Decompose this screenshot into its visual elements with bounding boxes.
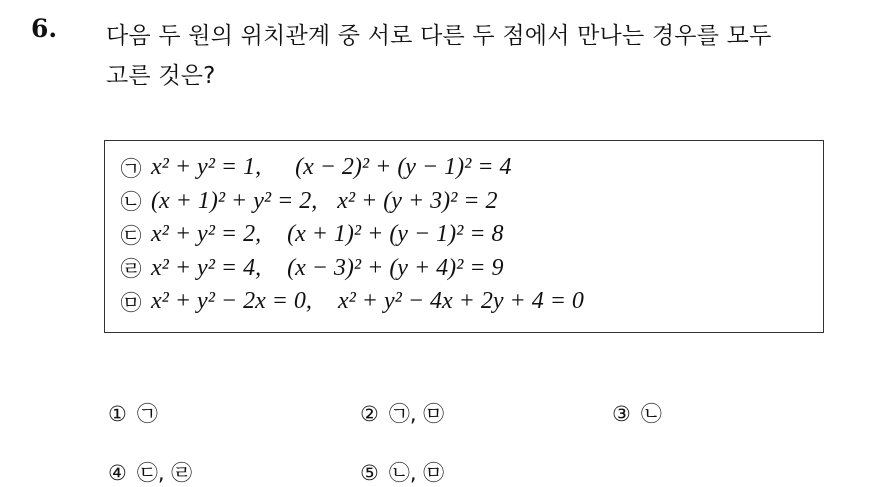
equations-box	[104, 140, 824, 333]
choice-3[interactable]	[612, 398, 662, 428]
question-number: 6.	[31, 14, 58, 43]
question-line-1: 다음 두 원의 위치관계 중 서로 다른 두 점에서 만나는 경우를 모두	[106, 23, 772, 49]
answer-choices	[108, 398, 848, 484]
choice-text: ㉢, ㉣	[136, 461, 193, 485]
choice-number: ②	[360, 402, 379, 426]
choice-number: ④	[108, 461, 127, 485]
equation-first: x² + y² = 1,	[151, 154, 262, 181]
equation-first: (x + 1)² + y² = 2,	[151, 187, 318, 214]
equation-item-4	[119, 252, 584, 286]
equation-second: x² + (y + 3)² = 2	[337, 187, 498, 214]
equation-item-5	[119, 285, 584, 319]
item-marker: ㉢	[120, 223, 142, 248]
choice-text: ㉡, ㉤	[388, 461, 445, 485]
choice-text: ㉠	[136, 402, 158, 426]
question-line-2: 고른 것은?	[106, 63, 216, 89]
choice-2[interactable]	[360, 398, 444, 428]
choice-text: ㉠, ㉤	[388, 402, 445, 426]
equation-list	[119, 151, 584, 319]
item-marker: ㉤	[120, 290, 142, 315]
equation-first: x² + y² − 2x = 0,	[151, 288, 312, 315]
question-text	[106, 16, 876, 96]
equation-second: (x + 1)² + (y − 1)² = 8	[287, 221, 504, 248]
choice-number: ①	[108, 402, 127, 426]
equation-first: x² + y² = 2,	[151, 221, 262, 248]
choice-text: ㉡	[640, 402, 662, 426]
item-marker: ㉡	[120, 190, 142, 215]
equation-second: x² + y² − 4x + 2y + 4 = 0	[337, 288, 584, 315]
item-marker: ㉠	[120, 156, 142, 181]
choice-4[interactable]	[108, 457, 192, 487]
choice-number: ⑤	[360, 461, 379, 485]
choice-1[interactable]	[108, 398, 158, 428]
item-marker: ㉣	[120, 257, 142, 282]
equation-second: (x − 2)² + (y − 1)² = 4	[295, 154, 512, 181]
choice-5[interactable]	[360, 457, 444, 487]
equation-item-2	[119, 185, 584, 219]
choice-number: ③	[612, 402, 631, 426]
equation-item-3	[119, 218, 584, 252]
equation-second: (x − 3)² + (y + 4)² = 9	[287, 254, 504, 281]
equation-first: x² + y² = 4,	[151, 254, 262, 281]
equation-item-1	[119, 151, 584, 185]
